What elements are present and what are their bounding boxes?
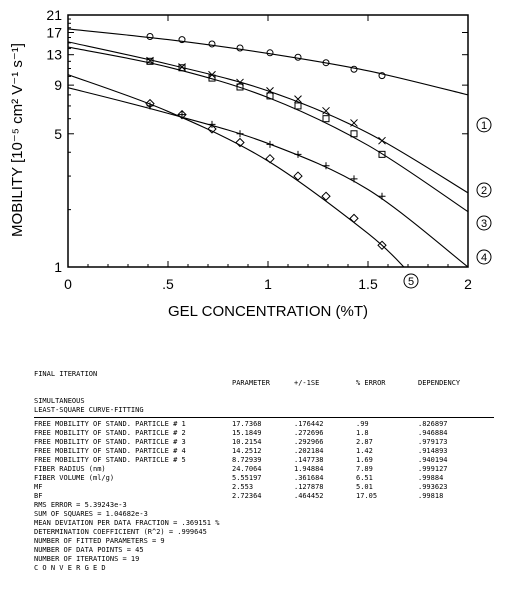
parameter-error: 6.51 bbox=[356, 474, 373, 482]
fit-stat-line: RMS ERROR = 5.39243e-3 bbox=[34, 501, 127, 509]
parameter-name: FREE MOBILITY OF STAND. PARTICLE # 3 bbox=[34, 438, 186, 446]
data-point-plus bbox=[295, 151, 302, 158]
curve-label-text: 4 bbox=[480, 252, 488, 264]
parameter-row bbox=[34, 420, 504, 429]
data-point-diamond bbox=[350, 214, 358, 222]
curve-labels bbox=[404, 118, 491, 288]
col-header-se: +/-1SE bbox=[294, 379, 320, 387]
parameter-value: 17.7368 bbox=[232, 420, 262, 428]
plot-frame bbox=[68, 15, 468, 267]
parameter-row bbox=[34, 474, 504, 483]
data-point-circle bbox=[237, 45, 243, 51]
col-header-error: % ERROR bbox=[356, 379, 386, 387]
report-header bbox=[34, 370, 504, 379]
y-tick-label: 13 bbox=[46, 46, 62, 63]
x-tick-label: 0 bbox=[64, 276, 72, 292]
parameter-value: 2.72364 bbox=[232, 492, 262, 500]
parameter-dependency: .99884 bbox=[418, 474, 444, 482]
data-point-circle bbox=[209, 41, 215, 47]
parameter-name: FREE MOBILITY OF STAND. PARTICLE # 5 bbox=[34, 456, 186, 464]
parameter-error: 7.89 bbox=[356, 465, 373, 473]
parameter-row bbox=[34, 465, 504, 474]
x-tick-label: 1 bbox=[264, 276, 272, 292]
parameter-se: .361684 bbox=[294, 474, 324, 482]
parameter-dependency: .993623 bbox=[418, 483, 448, 491]
parameter-value: 24.7064 bbox=[232, 465, 262, 473]
curve-label-text: 3 bbox=[480, 218, 488, 230]
col-header-parameter: PARAMETER bbox=[232, 379, 270, 387]
fit-curve-5 bbox=[68, 75, 408, 272]
parameter-name: FREE MOBILITY OF STAND. PARTICLE # 4 bbox=[34, 447, 186, 455]
data-point-square bbox=[295, 103, 301, 109]
data-point-plus bbox=[237, 130, 244, 137]
data-point-plus bbox=[351, 175, 358, 182]
report-subtitle: SIMULTANEOUS bbox=[34, 397, 85, 405]
parameter-dependency: .940194 bbox=[418, 456, 448, 464]
parameter-dependency: .826897 bbox=[418, 420, 448, 428]
parameter-name: FIBER VOLUME (ml/g) bbox=[34, 474, 115, 482]
parameter-dependency: .99818 bbox=[418, 492, 444, 500]
y-axis-title: MOBILITY [10⁻⁵ cm² V⁻¹ s⁻¹] bbox=[9, 43, 26, 237]
parameter-value: 10.2154 bbox=[232, 438, 262, 446]
parameter-dependency: .979173 bbox=[418, 438, 448, 446]
parameter-se: .202184 bbox=[294, 447, 324, 455]
x-tick-label: .5 bbox=[162, 276, 174, 292]
curve-label-text: 2 bbox=[480, 185, 488, 197]
fit-curve-3 bbox=[68, 47, 468, 212]
y-tick-label: 9 bbox=[54, 77, 62, 94]
parameter-row bbox=[34, 438, 504, 447]
fit-statistics bbox=[34, 501, 504, 573]
parameter-dependency: .946884 bbox=[418, 429, 448, 437]
parameter-error: 5.01 bbox=[356, 483, 373, 491]
col-header-dependency: DEPENDENCY bbox=[418, 379, 461, 387]
fit-stat-line: DETERMINATION COEFFICIENT (R^2) = .999645 bbox=[34, 528, 207, 536]
parameter-dependency: .914893 bbox=[418, 447, 448, 455]
fit-curves bbox=[68, 29, 468, 271]
parameter-name: BF bbox=[34, 492, 43, 500]
parameter-value: 15.1849 bbox=[232, 429, 262, 437]
fit-curve-1 bbox=[68, 29, 468, 95]
data-point-circle bbox=[295, 54, 301, 60]
fit-stat-line: MEAN DEVIATION PER DATA FRACTION = .369151 % bbox=[34, 519, 220, 527]
parameter-se: .147738 bbox=[294, 456, 324, 464]
parameter-error: 2.87 bbox=[356, 438, 373, 446]
parameter-error: 1.8 bbox=[356, 429, 369, 437]
parameter-row bbox=[34, 447, 504, 456]
report-title: FINAL ITERATION bbox=[34, 370, 98, 378]
parameter-dependency: .999127 bbox=[418, 465, 448, 473]
data-point-plus bbox=[179, 111, 186, 118]
x-tick-label: 2 bbox=[464, 276, 472, 292]
parameter-row bbox=[34, 456, 504, 465]
y-tick-label: 21 bbox=[46, 7, 62, 23]
parameter-value: 5.55197 bbox=[232, 474, 262, 482]
parameter-error: 1.69 bbox=[356, 456, 373, 464]
parameter-error: .99 bbox=[356, 420, 369, 428]
fit-stat-line: NUMBER OF DATA POINTS = 45 bbox=[34, 546, 144, 554]
data-point-x bbox=[351, 119, 358, 126]
parameter-error: 17.05 bbox=[356, 492, 378, 500]
parameter-se: .127878 bbox=[294, 483, 324, 491]
parameter-name: FREE MOBILITY OF STAND. PARTICLE # 1 bbox=[34, 420, 186, 428]
data-point-circle bbox=[267, 50, 273, 56]
fit-report bbox=[34, 370, 504, 573]
data-point-diamond bbox=[266, 155, 274, 163]
data-point-circle bbox=[351, 66, 357, 72]
fit-stat-line: SUM OF SQUARES = 1.04682e-3 bbox=[34, 510, 148, 518]
curve-label-text: 1 bbox=[480, 119, 488, 132]
data-point-square bbox=[323, 116, 329, 122]
parameter-se: .292966 bbox=[294, 438, 324, 446]
parameter-name: FREE MOBILITY OF STAND. PARTICLE # 2 bbox=[34, 429, 186, 437]
fit-stat-line: NUMBER OF FITTED PARAMETERS = 9 bbox=[34, 537, 165, 545]
parameter-error: 1.42 bbox=[356, 447, 373, 455]
report-subtitle: LEAST-SQUARE CURVE-FITTING bbox=[34, 406, 144, 414]
parameter-name: FIBER RADIUS (nm) bbox=[34, 465, 106, 473]
curve-label-text: 5 bbox=[407, 276, 415, 288]
parameter-value: 8.72939 bbox=[232, 456, 262, 464]
parameter-value: 14.2512 bbox=[232, 447, 262, 455]
x-axis-title: GEL CONCENTRATION (%T) bbox=[167, 303, 369, 320]
axes bbox=[46, 7, 472, 292]
parameter-se: 1.94884 bbox=[294, 465, 324, 473]
y-tick-label: 1 bbox=[54, 259, 62, 275]
parameter-name: MF bbox=[34, 483, 43, 491]
parameter-row bbox=[34, 429, 504, 438]
parameter-row bbox=[34, 483, 504, 492]
parameter-table bbox=[34, 420, 504, 501]
data-markers bbox=[146, 33, 386, 249]
data-point-circle bbox=[147, 33, 153, 39]
parameter-se: .464452 bbox=[294, 492, 324, 500]
parameter-row bbox=[34, 492, 504, 501]
data-point-plus bbox=[379, 193, 386, 200]
report-divider bbox=[34, 417, 494, 418]
fit-stat-line: C O N V E R G E D bbox=[34, 564, 106, 572]
data-point-plus bbox=[267, 141, 274, 148]
y-tick-label: 5 bbox=[54, 125, 62, 142]
fit-stat-line: NUMBER OF ITERATIONS = 19 bbox=[34, 555, 140, 563]
parameter-value: 2.553 bbox=[232, 483, 254, 491]
fit-curve-4 bbox=[68, 88, 468, 267]
y-tick-label: 17 bbox=[46, 24, 62, 41]
parameter-se: .272696 bbox=[294, 429, 324, 437]
x-tick-label: 1.5 bbox=[358, 276, 378, 292]
data-point-x bbox=[379, 137, 386, 144]
parameter-se: .176442 bbox=[294, 420, 324, 428]
